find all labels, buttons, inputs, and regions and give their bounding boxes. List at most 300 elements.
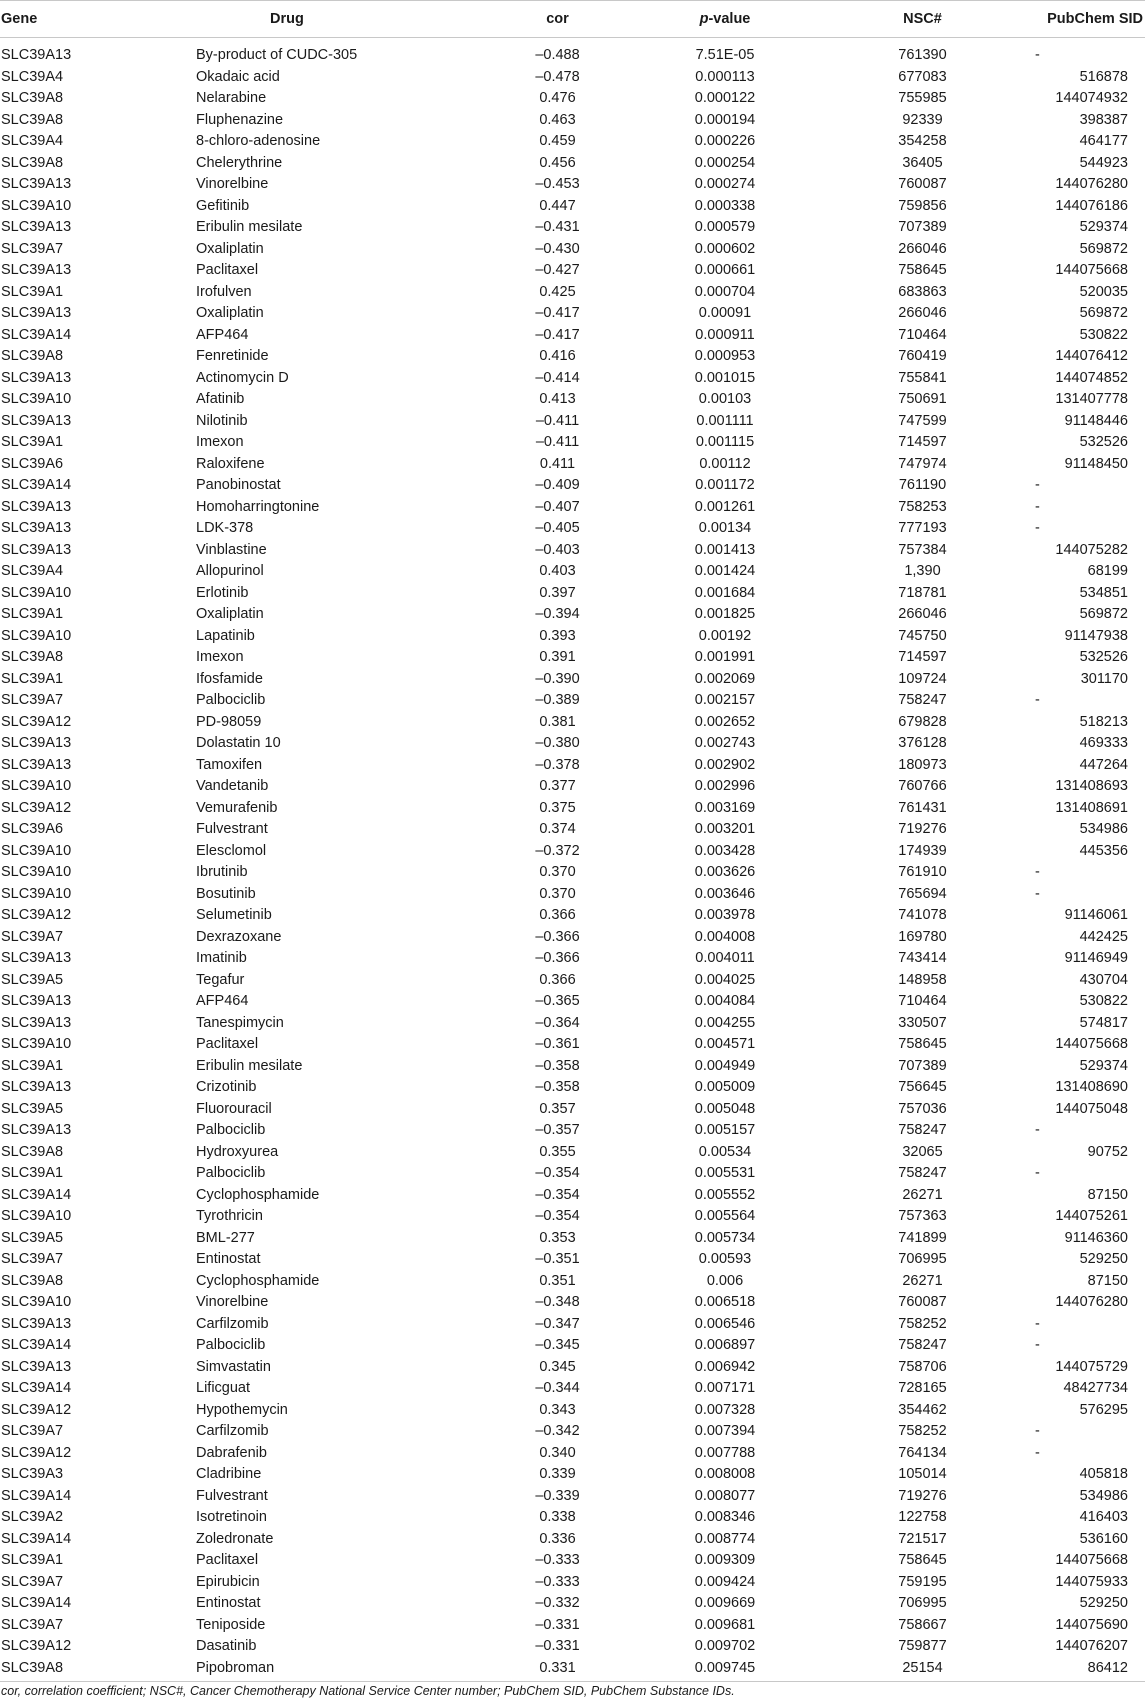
table-row: [0, 1034, 1145, 1056]
cell-cor: 0.366: [539, 971, 576, 988]
cell-p-value: 0.002652: [694, 713, 756, 730]
pubchem-sid-value: 91148450: [1064, 455, 1128, 472]
cell-pubchem-sid: [1025, 1228, 1145, 1250]
cell-nsc: 758247: [898, 1337, 947, 1353]
cell-nsc: 761390: [898, 47, 947, 63]
cell-pubchem-sid: [1025, 1486, 1145, 1508]
table-row: [0, 798, 1145, 820]
pubchem-sid-value: 144075690: [1055, 1616, 1128, 1633]
pubchem-sid-value: 430704: [1079, 971, 1128, 988]
cell-cor: –0.411: [535, 434, 580, 450]
cell-cor: 0.397: [539, 584, 576, 601]
cell-pubchem-sid: [1025, 518, 1145, 540]
cell-drug: Dexrazoxane: [196, 928, 282, 945]
table-row: [0, 411, 1145, 433]
header-drug: Drug: [195, 1, 485, 38]
cell-p-value: 0.000254: [694, 154, 756, 171]
cell-gene: SLC39A10: [1, 842, 72, 859]
cell-p-value: 0.005009: [694, 1079, 756, 1095]
cell-drug: AFP464: [196, 993, 249, 1009]
cell-nsc: 109724: [898, 670, 947, 687]
cell-cor: 0.345: [539, 1358, 576, 1375]
cell-drug: Imexon: [196, 434, 244, 450]
table-row: [0, 346, 1145, 368]
cell-p-value: 0.004571: [694, 1036, 756, 1052]
cell-cor: 0.411: [539, 455, 576, 472]
table-row: [0, 1314, 1145, 1336]
cell-p-value: 0.002157: [694, 692, 756, 708]
cell-cor: –0.409: [535, 477, 580, 493]
cell-pubchem-sid: [1025, 131, 1145, 153]
cell-cor: 0.370: [539, 864, 576, 880]
table-row: [0, 325, 1145, 347]
pubchem-sid-value: -: [1035, 1122, 1040, 1138]
pubchem-sid-value: 518213: [1079, 713, 1128, 730]
cell-nsc: 760766: [898, 778, 947, 794]
cell-drug: Lapatinib: [196, 627, 255, 644]
cell-drug: By-product of CUDC-305: [196, 47, 358, 63]
cell-nsc: 92339: [902, 111, 943, 128]
table-row: [0, 733, 1145, 755]
cell-nsc: 741078: [898, 907, 947, 923]
cell-pubchem-sid: [1025, 540, 1145, 562]
cell-cor: 0.425: [539, 283, 576, 300]
cell-drug: Paclitaxel: [196, 1552, 259, 1568]
cell-p-value: 0.005531: [694, 1165, 756, 1181]
cell-p-value: 0.006518: [694, 1294, 756, 1310]
cell-gene: SLC39A12: [1, 1444, 72, 1461]
cell-pubchem-sid: [1025, 1550, 1145, 1572]
cell-pubchem-sid: [1025, 1271, 1145, 1293]
cell-gene: SLC39A13: [1, 47, 72, 63]
table-bottom-rule: [0, 1681, 1145, 1682]
pubchem-sid-value: 144076280: [1055, 176, 1128, 192]
cell-cor: –0.394: [535, 606, 580, 622]
cell-drug: Imatinib: [196, 950, 247, 966]
cell-nsc: 756645: [898, 1079, 947, 1095]
cell-cor: –0.453: [535, 176, 580, 192]
cell-cor: –0.354: [535, 1186, 580, 1203]
cell-drug: Tyrothricin: [196, 1208, 263, 1224]
cell-p-value: 0.005552: [694, 1186, 756, 1203]
cell-p-value: 0.000579: [694, 219, 756, 235]
cell-nsc: 330507: [898, 1014, 947, 1031]
table-row: [0, 1249, 1145, 1271]
cell-pubchem-sid: [1025, 841, 1145, 863]
cell-cor: –0.390: [535, 670, 580, 687]
pubchem-sid-value: -: [1035, 692, 1040, 708]
cell-drug: Hydroxyurea: [196, 1143, 279, 1160]
table-row: [0, 991, 1145, 1013]
cell-p-value: 0.000911: [695, 326, 755, 343]
table-row: [0, 583, 1145, 605]
cell-gene: SLC39A14: [1, 1186, 72, 1203]
cell-drug: Carfilzomib: [196, 1423, 269, 1439]
cell-pubchem-sid: [1025, 368, 1145, 390]
cell-nsc: 758247: [898, 1122, 947, 1138]
pubchem-sid-value: 576295: [1079, 1401, 1128, 1418]
pubchem-sid-value: 464177: [1079, 133, 1128, 149]
cell-gene: SLC39A13: [1, 993, 72, 1009]
cell-gene: SLC39A13: [1, 520, 72, 536]
cell-drug: Panobinostat: [196, 477, 281, 493]
pubchem-sid-value: 91146949: [1064, 950, 1128, 966]
cell-pubchem-sid: [1025, 1249, 1145, 1271]
cell-p-value: 0.003646: [694, 885, 756, 902]
cell-drug: Cyclophosphamide: [196, 1186, 320, 1203]
cell-cor: –0.331: [535, 1638, 580, 1654]
cell-nsc: 758667: [898, 1616, 947, 1633]
cell-cor: –0.331: [535, 1616, 580, 1633]
cell-cor: –0.357: [535, 1122, 580, 1138]
cell-nsc: 169780: [898, 928, 947, 945]
cell-gene: SLC39A14: [1, 1337, 72, 1353]
table-row: [0, 1077, 1145, 1099]
cell-p-value: 0.002743: [694, 735, 756, 751]
cell-gene: SLC39A12: [1, 713, 72, 730]
cell-gene: SLC39A8: [1, 348, 64, 364]
cell-nsc: 755985: [898, 90, 947, 106]
cell-drug: Eribulin mesilate: [196, 219, 303, 235]
pubchem-sid-value: 569872: [1079, 606, 1128, 622]
cell-pubchem-sid: [1025, 174, 1145, 196]
table-row: [0, 432, 1145, 454]
table-row: [0, 1357, 1145, 1379]
cell-p-value: 0.004255: [694, 1014, 756, 1031]
cell-p-value: 0.008774: [694, 1530, 756, 1547]
cell-pubchem-sid: [1025, 454, 1145, 476]
cell-gene: SLC39A5: [1, 971, 64, 988]
header-row: [0, 1, 1145, 38]
pubchem-sid-value: 530822: [1079, 326, 1128, 343]
cell-drug: Tamoxifen: [196, 756, 263, 773]
cell-drug: Epirubicin: [196, 1573, 260, 1590]
cell-pubchem-sid: [1025, 927, 1145, 949]
cell-p-value: 0.007328: [694, 1401, 756, 1418]
cell-p-value: 0.009702: [694, 1638, 756, 1654]
cell-nsc: 32065: [902, 1143, 943, 1160]
cell-cor: –0.366: [535, 950, 580, 966]
cell-p-value: 0.004025: [694, 971, 756, 988]
cell-cor: –0.430: [535, 240, 580, 257]
cell-pubchem-sid: [1025, 755, 1145, 777]
header-p-rest: -value: [708, 11, 751, 27]
table-row: [0, 1421, 1145, 1443]
cell-cor: 0.339: [539, 1466, 576, 1482]
cell-p-value: 0.00112: [699, 455, 751, 472]
cell-gene: SLC39A1: [1, 1165, 64, 1181]
cell-cor: –0.372: [535, 842, 580, 859]
pubchem-sid-value: 405818: [1079, 1466, 1128, 1482]
cell-pubchem-sid: [1025, 1593, 1145, 1615]
cell-gene: SLC39A8: [1, 1272, 64, 1289]
cell-pubchem-sid: [1025, 948, 1145, 970]
cell-p-value: 0.004084: [694, 993, 756, 1009]
cell-nsc: 707389: [898, 219, 947, 235]
cell-gene: SLC39A6: [1, 821, 64, 837]
pubchem-sid-value: -: [1035, 520, 1040, 536]
cell-pubchem-sid: [1025, 110, 1145, 132]
pubchem-sid-value: 131408690: [1055, 1079, 1128, 1095]
cell-pubchem-sid: [1025, 217, 1145, 239]
cell-gene: SLC39A10: [1, 1294, 72, 1310]
table-row: [0, 1013, 1145, 1035]
cell-p-value: 0.004011: [695, 950, 755, 966]
cell-gene: SLC39A8: [1, 1143, 64, 1160]
cell-gene: SLC39A14: [1, 1380, 72, 1396]
header-pubchem-sid: PubChem SID: [1025, 1, 1145, 38]
cell-p-value: 0.006546: [694, 1315, 756, 1332]
cell-nsc: 764134: [898, 1444, 947, 1461]
cell-pubchem-sid: [1025, 325, 1145, 347]
cell-nsc: 36405: [902, 154, 943, 171]
cell-nsc: 122758: [898, 1509, 947, 1525]
pubchem-sid-value: 569872: [1079, 305, 1128, 321]
pubchem-sid-value: 144075668: [1055, 1552, 1128, 1568]
cell-p-value: 0.004949: [694, 1057, 756, 1074]
table-row: [0, 1443, 1145, 1465]
cell-pubchem-sid: [1025, 497, 1145, 519]
cell-cor: –0.333: [535, 1552, 580, 1568]
cell-p-value: 0.001115: [695, 434, 755, 450]
table-row: [0, 1163, 1145, 1185]
cell-p-value: 0.002069: [694, 670, 756, 687]
cell-cor: –0.380: [535, 735, 580, 751]
header-gene: Gene: [0, 1, 195, 38]
cell-drug: Hypothemycin: [196, 1401, 288, 1418]
cell-nsc: 1,390: [904, 563, 941, 579]
pubchem-sid-value: 144076280: [1055, 1294, 1128, 1310]
cell-p-value: 0.00593: [698, 1251, 752, 1267]
table-row: [0, 970, 1145, 992]
cell-pubchem-sid: [1025, 1572, 1145, 1594]
cell-drug: Palbociclib: [196, 1165, 266, 1181]
cell-pubchem-sid: [1025, 1529, 1145, 1551]
cell-nsc: 706995: [898, 1251, 947, 1267]
cell-pubchem-sid: [1025, 1400, 1145, 1422]
cell-gene: SLC39A13: [1, 262, 72, 278]
cell-cor: –0.333: [535, 1573, 580, 1590]
cell-drug: Crizotinib: [196, 1079, 257, 1095]
pubchem-sid-value: 532526: [1079, 434, 1128, 450]
cell-gene: SLC39A1: [1, 434, 64, 450]
cell-drug: Oxaliplatin: [196, 305, 264, 321]
table-row: [0, 1464, 1145, 1486]
pubchem-sid-value: 87150: [1087, 1186, 1128, 1203]
cell-pubchem-sid: [1025, 260, 1145, 282]
cell-drug: Fenretinide: [196, 348, 269, 364]
table-row: [0, 1206, 1145, 1228]
pubchem-sid-value: 144076207: [1055, 1638, 1128, 1654]
cell-cor: –0.347: [535, 1315, 580, 1332]
cell-gene: SLC39A13: [1, 369, 72, 386]
cell-gene: SLC39A10: [1, 627, 72, 644]
pubchem-sid-value: -: [1035, 477, 1040, 493]
table-row: [0, 1056, 1145, 1078]
cell-gene: SLC39A14: [1, 477, 72, 493]
cell-pubchem-sid: [1025, 1335, 1145, 1357]
table-row: [0, 389, 1145, 411]
cell-p-value: 0.009309: [694, 1552, 756, 1568]
pubchem-sid-value: 144075668: [1055, 262, 1128, 278]
cell-drug: BML-277: [196, 1229, 255, 1246]
cell-cor: –0.389: [535, 692, 580, 708]
cell-p-value: 0.004008: [694, 928, 756, 945]
cell-nsc: 710464: [898, 993, 947, 1009]
cell-pubchem-sid: [1025, 991, 1145, 1013]
cell-p-value: 0.003978: [694, 907, 756, 923]
cell-pubchem-sid: [1025, 282, 1145, 304]
cell-gene: SLC39A13: [1, 541, 72, 558]
table-row: [0, 497, 1145, 519]
cell-p-value: 0.008346: [694, 1509, 756, 1525]
cell-pubchem-sid: [1025, 1185, 1145, 1207]
cell-nsc: 759856: [898, 197, 947, 214]
cell-pubchem-sid: [1025, 1421, 1145, 1443]
cell-cor: 0.374: [539, 821, 576, 837]
cell-drug: Ifosfamide: [196, 670, 263, 687]
cell-nsc: 747974: [898, 455, 947, 472]
cell-gene: SLC39A13: [1, 498, 72, 515]
header-cor: cor: [485, 1, 630, 38]
pubchem-sid-value: 416403: [1079, 1509, 1128, 1525]
cell-p-value: 0.001413: [694, 541, 756, 558]
cell-p-value: 0.005564: [694, 1208, 756, 1224]
table-row: [0, 67, 1145, 89]
cell-p-value: 0.009681: [694, 1616, 756, 1633]
cell-drug: Irofulven: [196, 283, 252, 300]
cell-nsc: 180973: [898, 756, 947, 773]
pubchem-sid-value: 87150: [1087, 1272, 1128, 1289]
cell-nsc: 718781: [898, 584, 947, 601]
cell-nsc: 174939: [898, 842, 947, 859]
table-row: [0, 1142, 1145, 1164]
cell-drug: Nelarabine: [196, 90, 267, 106]
pubchem-sid-value: 534851: [1079, 584, 1128, 601]
table-row: [0, 1615, 1145, 1637]
cell-gene: SLC39A13: [1, 176, 72, 192]
cell-cor: –0.364: [535, 1014, 580, 1031]
pubchem-sid-value: 544923: [1079, 154, 1128, 171]
cell-drug: Vinorelbine: [196, 1294, 269, 1310]
table-row: [0, 712, 1145, 734]
cell-cor: 0.413: [539, 391, 576, 407]
cell-pubchem-sid: [1025, 239, 1145, 261]
pubchem-sid-value: -: [1035, 1165, 1040, 1181]
cell-cor: 0.343: [539, 1401, 576, 1418]
cell-drug: Fulvestrant: [196, 1487, 268, 1504]
cell-gene: SLC39A12: [1, 907, 72, 923]
cell-pubchem-sid: [1025, 1034, 1145, 1056]
cell-drug: Carfilzomib: [196, 1315, 269, 1332]
cell-p-value: 0.001991: [694, 649, 756, 665]
cell-p-value: 0.003626: [694, 864, 756, 880]
table-row: [0, 1228, 1145, 1250]
cell-gene: SLC39A1: [1, 606, 64, 622]
cell-gene: SLC39A12: [1, 1638, 72, 1654]
cell-nsc: 758706: [898, 1358, 947, 1375]
cell-p-value: 0.008008: [694, 1466, 756, 1482]
cell-p-value: 0.00103: [698, 391, 752, 407]
pubchem-sid-value: 534986: [1079, 1487, 1128, 1504]
cell-p-value: 0.001825: [694, 606, 756, 622]
cell-p-value: 0.00091: [698, 305, 752, 321]
cell-p-value: 0.000194: [694, 111, 756, 128]
cell-pubchem-sid: [1025, 690, 1145, 712]
cell-cor: 0.403: [539, 563, 576, 579]
cell-cor: –0.431: [535, 219, 580, 235]
table-row: [0, 841, 1145, 863]
cell-drug: Pipobroman: [196, 1659, 275, 1676]
cell-gene: SLC39A10: [1, 1036, 72, 1052]
cell-cor: 0.375: [539, 799, 576, 816]
cell-nsc: 757363: [898, 1208, 947, 1224]
table-row: [0, 755, 1145, 777]
table-row: [0, 1550, 1145, 1572]
cell-gene: SLC39A10: [1, 391, 72, 407]
cell-p-value: 0.000602: [694, 240, 756, 257]
cell-pubchem-sid: [1025, 153, 1145, 175]
cell-drug: Palbociclib: [196, 1122, 266, 1138]
cell-p-value: 0.005157: [694, 1122, 756, 1138]
cell-p-value: 0.002996: [694, 778, 756, 794]
pubchem-sid-value: 529374: [1079, 1057, 1128, 1074]
cell-nsc: 777193: [898, 520, 947, 536]
cell-cor: 0.340: [539, 1444, 576, 1461]
table-row: [0, 1099, 1145, 1121]
cell-pubchem-sid: [1025, 389, 1145, 411]
cell-pubchem-sid: [1025, 67, 1145, 89]
cell-gene: SLC39A1: [1, 670, 64, 687]
cell-pubchem-sid: [1025, 819, 1145, 841]
pubchem-sid-value: 48427734: [1063, 1380, 1128, 1396]
cell-gene: SLC39A7: [1, 1573, 64, 1590]
cell-pubchem-sid: [1025, 1636, 1145, 1658]
cell-drug: Afatinib: [196, 391, 245, 407]
cell-cor: –0.348: [535, 1294, 580, 1310]
cell-nsc: 266046: [898, 240, 947, 257]
table-row: [0, 153, 1145, 175]
cell-p-value: 0.00134: [698, 520, 752, 536]
table-row: [0, 690, 1145, 712]
cell-nsc: 714597: [898, 434, 947, 450]
cell-nsc: 728165: [898, 1380, 947, 1396]
cell-drug: 8-chloro-adenosine: [196, 133, 321, 149]
cell-nsc: 758252: [898, 1423, 947, 1439]
pubchem-sid-value: -: [1035, 864, 1040, 880]
cell-pubchem-sid: [1025, 798, 1145, 820]
cell-drug: Erlotinib: [196, 584, 249, 601]
pubchem-sid-value: 144074852: [1055, 369, 1128, 386]
pubchem-sid-value: 520035: [1079, 283, 1128, 300]
cell-drug: Fluorouracil: [196, 1100, 272, 1117]
cell-p-value: 0.00192: [698, 627, 752, 644]
cell-nsc: 759195: [898, 1573, 947, 1590]
cell-p-value: 0.009745: [694, 1659, 756, 1676]
pubchem-sid-value: 529250: [1079, 1595, 1128, 1611]
cell-cor: 0.338: [539, 1509, 576, 1525]
table-row: [0, 626, 1145, 648]
table-row: [0, 38, 1145, 67]
cell-cor: 0.353: [539, 1229, 576, 1246]
pubchem-sid-value: 144075048: [1055, 1100, 1128, 1117]
cell-pubchem-sid: [1025, 604, 1145, 626]
cell-pubchem-sid: [1025, 1314, 1145, 1336]
cell-pubchem-sid: [1025, 669, 1145, 691]
table-row: [0, 776, 1145, 798]
cell-cor: –0.351: [535, 1251, 580, 1267]
cell-drug: Vemurafenib: [196, 799, 278, 816]
